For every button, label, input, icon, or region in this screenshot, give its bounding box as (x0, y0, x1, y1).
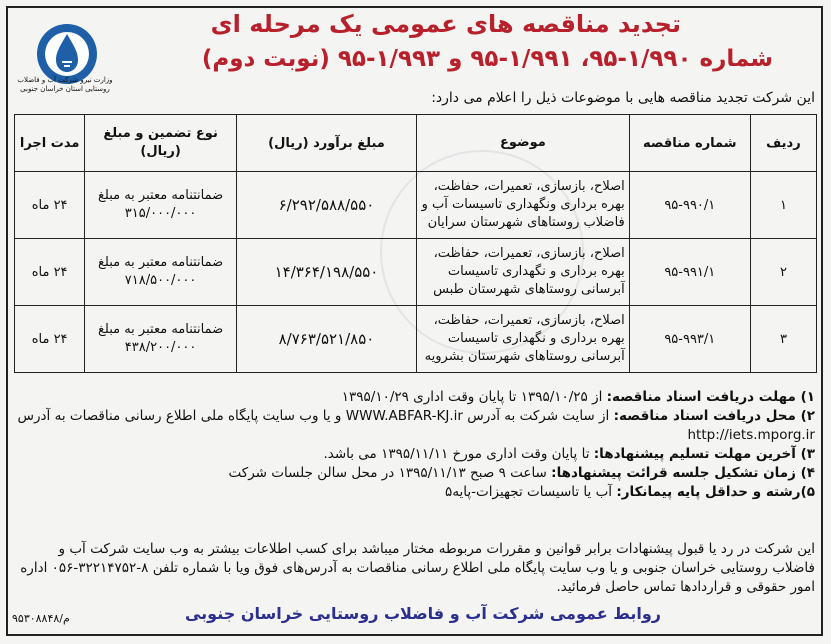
notice-title: تجدید مناقصه های عمومی یک مرحله ای (210, 10, 681, 38)
notice-subtitle: شماره ۱/۹۹۰-۹۵، ۱/۹۹۱-۹۵ و ۱/۹۹۳-۹۵ (نوبت دوم) (201, 46, 773, 72)
condition-label: ۳) آخرین مهلت تسلیم پیشنهادها: (593, 446, 815, 462)
table-row (15, 239, 817, 306)
cell-guarantee: ضمانتنامه معتبر به مبلغ ۳۱۵/۰۰۰/۰۰۰ (85, 172, 237, 239)
condition-item (15, 388, 815, 407)
condition-item (15, 483, 815, 502)
header-tender-number: شماره مناقصه (629, 115, 750, 172)
cell-tender-number: ۹۵-۹۹۰/۱ (629, 172, 750, 239)
header-duration: مدت اجرا (15, 115, 85, 172)
header-subject: موضوع (417, 115, 630, 172)
condition-item (15, 464, 815, 483)
cell-duration: ۲۴ ماه (15, 239, 85, 306)
header-row-number: ردیف (750, 115, 816, 172)
table-row (15, 172, 817, 239)
tenders-table (14, 114, 817, 373)
cell-row: ۳ (750, 306, 816, 373)
condition-text: از سایت شرکت به آدرس WWW.ABFAR-KJ.ir و یا وب سایت پایگاه ملی اطلاع رسانی مناقصات به آدرس http://iets.mporg.ir (17, 408, 815, 443)
cell-subject: اصلاح، بازسازی، تعمیرات، حفاظت، بهره برداری و نگهداری تاسیسات آبرسانی روستاهای شهرستان طبس (417, 239, 630, 306)
cell-estimate: ۶/۲۹۲/۵۸۸/۵۵۰ (236, 172, 416, 239)
closing-paragraph: این شرکت در رد یا قبول پیشنهادات برابر قوانین و مقررات مربوطه مختار میباشد برای کسب اطلاعات بیشتر به وب سایت شرکت آب و فاضلاب روستایی خراسان جنوبی و یا وب سایت پایگاه ملی اطلاع رسانی مناقصات به آدرس‌های فوق ویا با شماره تلفن ۸-۳۲۲۱۴۷۵۲-۰۵۶ اداره امور حقوقی و قراردادها تماس حاصل فرمائید. (20, 541, 815, 595)
reference-number: م/۹۵۳۰۸۸۴۸ (12, 612, 70, 625)
cell-estimate: ۸/۷۶۳/۵۲۱/۸۵۰ (236, 306, 416, 373)
cell-tender-number: ۹۵-۹۹۳/۱ (629, 306, 750, 373)
cell-duration: ۲۴ ماه (15, 172, 85, 239)
condition-text: تا پایان وقت اداری مورخ ۱۳۹۵/۱۱/۱۱ می باشد. (323, 446, 594, 462)
cell-guarantee: ضمانتنامه معتبر به مبلغ ۴۳۸/۲۰۰/۰۰۰ (85, 306, 237, 373)
cell-duration: ۲۴ ماه (15, 306, 85, 373)
condition-label: ۵)رشته و حداقل پایه پیمانکار: (616, 484, 815, 500)
header-estimate: مبلغ برآورد (ریال) (236, 115, 416, 172)
header-guarantee: نوع تضمین و مبلغ (ریال) (85, 115, 237, 172)
logo-caption: وزارت نیرو شرکت آب و فاضلاب روستایی استان خراسان جنوبی (17, 76, 113, 93)
public-relations-signature: روابط عمومی شرکت آب و فاضلاب روستایی خراسان جنوبی (184, 604, 661, 623)
table-header-row (15, 115, 817, 172)
condition-label: ۱) مهلت دریافت اسناد مناقصه: (606, 389, 815, 405)
conditions-list (15, 388, 815, 502)
condition-text: از ۱۳۹۵/۱۰/۲۵ تا پایان وقت اداری ۱۳۹۵/۱۰/۲۹ (341, 389, 607, 405)
condition-label: ۲) محل دریافت اسناد مناقصه: (613, 408, 815, 424)
cell-estimate: ۱۴/۳۶۴/۱۹۸/۵۵۰ (236, 239, 416, 306)
cell-subject: اصلاح، بازسازی، تعمیرات، حفاظت، بهره برداری و نگهداری تاسیسات آبرسانی روستاهای شهرستان بشرویه (417, 306, 630, 373)
cell-subject: اصلاح، بازسازی، تعمیرات، حفاظت، بهره برداری ونگهداری تاسیسات آب و فاضلاب روستاهای شهرستان سرایان (417, 172, 630, 239)
cell-row: ۲ (750, 239, 816, 306)
condition-item (15, 407, 815, 445)
cell-row: ۱ (750, 172, 816, 239)
condition-item (15, 445, 815, 464)
cell-guarantee: ضمانتنامه معتبر به مبلغ ۷۱۸/۵۰۰/۰۰۰ (85, 239, 237, 306)
condition-text: آب یا تاسیسات تجهیزات-پایه۵ (445, 484, 617, 500)
condition-label: ۴) زمان تشکیل جلسه قرائت پیشنهادها: (551, 465, 815, 481)
intro-text: این شرکت تجدید مناقصه هایی با موضوعات ذیل را اعلام می دارد: (431, 90, 815, 106)
condition-text: ساعت ۹ صبح ۱۳۹۵/۱۱/۱۳ در محل سالن جلسات شرکت (228, 465, 552, 481)
table-row (15, 306, 817, 373)
cell-tender-number: ۹۵-۹۹۱/۱ (629, 239, 750, 306)
